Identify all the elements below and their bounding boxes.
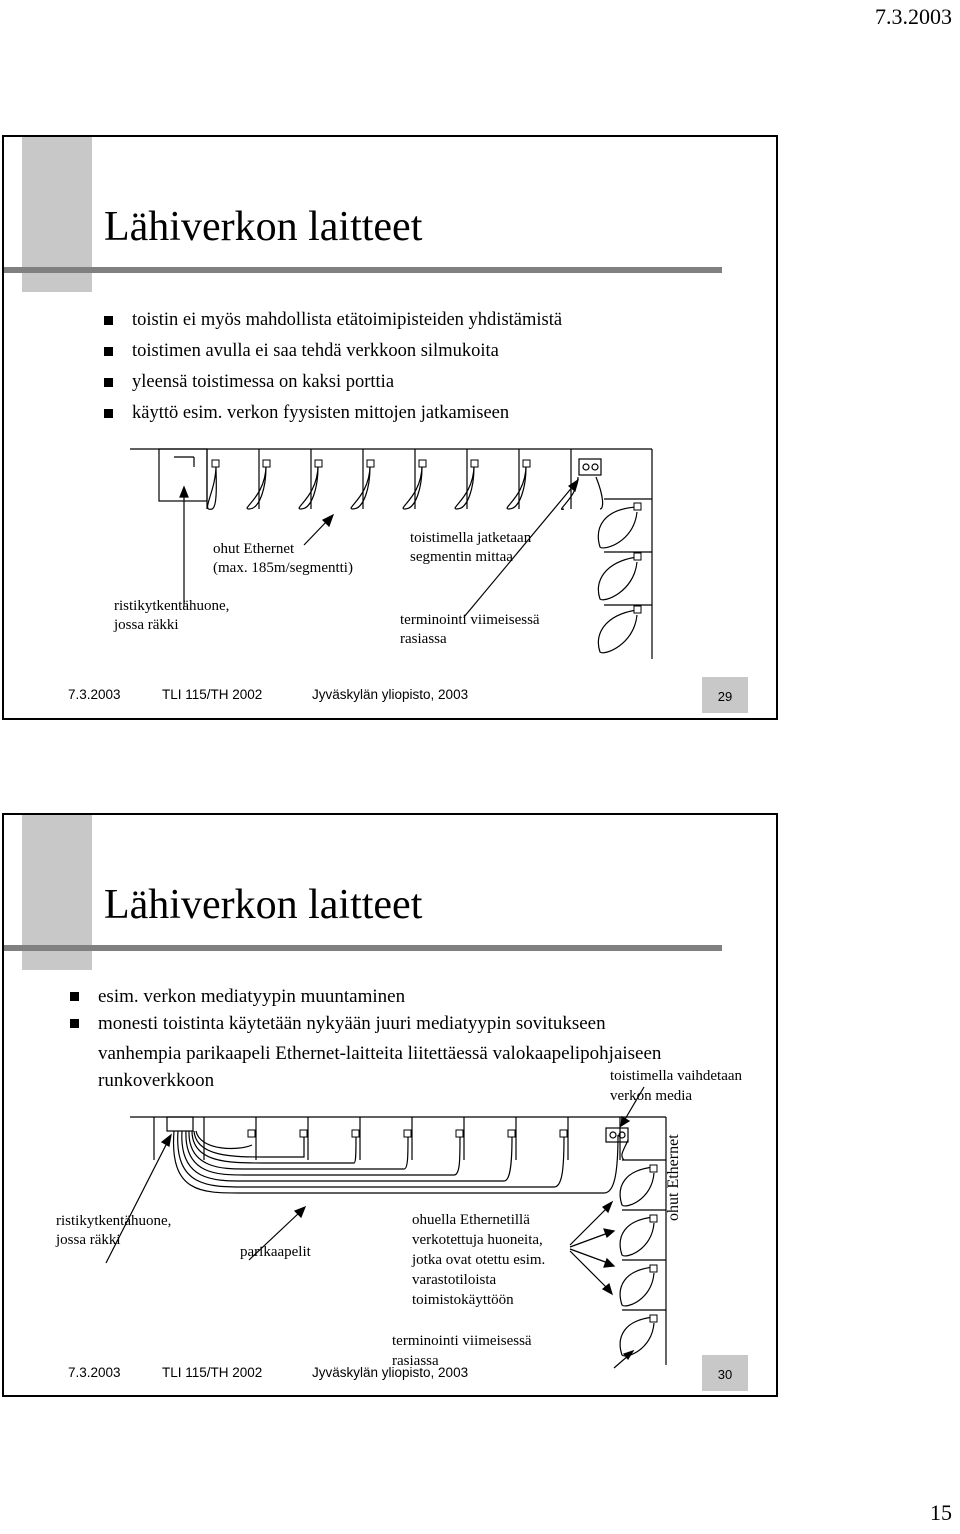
bullet-item: käyttö esim. verkon fyysisten mittojen jatkamiseen [104, 398, 562, 429]
bullet-item: monesti toistinta käytetään nykyään juuri mediatyypin sovitukseen [70, 1010, 606, 1037]
label-patch-room: ristikytkentähuone, [114, 598, 230, 614]
room-dividers [207, 449, 652, 605]
footer-university: Jyväskylän yliopisto, 2003 [312, 687, 469, 702]
label-repeater-extends-2: segmentin mittaa [410, 549, 513, 565]
footer-date: 7.3.2003 [68, 1365, 121, 1380]
bullet-continuation: vanhempia parikaapeli Ethernet-laitteita liitettäessä valokaapelipohjaiseen [98, 1043, 662, 1064]
footer-course: TLI 115/TH 2002 [162, 687, 263, 702]
label-patch-room-2: jossa räkki [56, 1232, 121, 1248]
label-rooms-5: toimistokäyttöön [412, 1292, 514, 1308]
cable-drops [620, 1140, 654, 1356]
slide-30 [2, 813, 778, 1397]
label-rooms-3: jotka ovat otettu esim. [412, 1252, 546, 1268]
annotation-arrows [106, 1087, 644, 1368]
footer-date: 7.3.2003 [68, 687, 121, 702]
label-repeater-extends: toistimella jatketaan [410, 530, 532, 546]
slide-title: Lähiverkon laitteet [104, 882, 423, 928]
footer-course: TLI 115/TH 2002 [162, 1365, 263, 1380]
slide-number: 30 [717, 1367, 733, 1382]
page-header-date: 7.3.2003 [875, 4, 952, 29]
bullet-continuation: runkoverkkoon [98, 1070, 215, 1091]
room-dividers [154, 1117, 666, 1310]
bullet-item: yleensä toistimessa on kaksi porttia [104, 367, 562, 398]
label-thin-ethernet: ohut Ethernet [213, 541, 295, 557]
label-termination: terminointi viimeisessä [392, 1333, 532, 1349]
label-rooms: ohuella Ethernetillä [412, 1212, 530, 1228]
label-media-change-2: verkon media [610, 1088, 693, 1104]
slide-29 [2, 135, 778, 720]
bullet-item: toistimen avulla ei saa tehdä verkkoon silmukoita [104, 336, 562, 367]
slide-number: 29 [717, 689, 733, 704]
page-number: 15 [930, 1500, 952, 1525]
rack [167, 1117, 193, 1131]
slide-title: Lähiverkon laitteet [104, 204, 423, 250]
label-patch-room-2: jossa räkki [114, 617, 179, 633]
label-twisted-pair: parikaapelit [240, 1244, 311, 1260]
twisted-pair-cables [174, 1131, 618, 1193]
label-rooms-4: varastotiloista [412, 1272, 497, 1288]
label-termination-2: rasiassa [392, 1353, 439, 1369]
label-termination: terminointi viimeisessä [400, 612, 540, 628]
bullet-item: esim. verkon mediatyypin muuntaminen [70, 983, 606, 1010]
bullet-item: toistin ei myös mahdollista etätoimipisteiden yhdistämistä [104, 305, 562, 336]
label-rooms-2: verkotettuja huoneita, [412, 1232, 543, 1248]
label-thin-ethernet-vertical: ohut Ethernet [665, 1134, 682, 1221]
footer-university: Jyväskylän yliopisto, 2003 [312, 1365, 469, 1380]
label-patch-room: ristikytkentähuone, [56, 1213, 172, 1229]
label-termination-2: rasiassa [400, 631, 447, 647]
label-thin-ethernet-max: (max. 185m/segmentti) [213, 560, 353, 576]
label-media-change: toistimella vaihdetaan [610, 1068, 743, 1084]
